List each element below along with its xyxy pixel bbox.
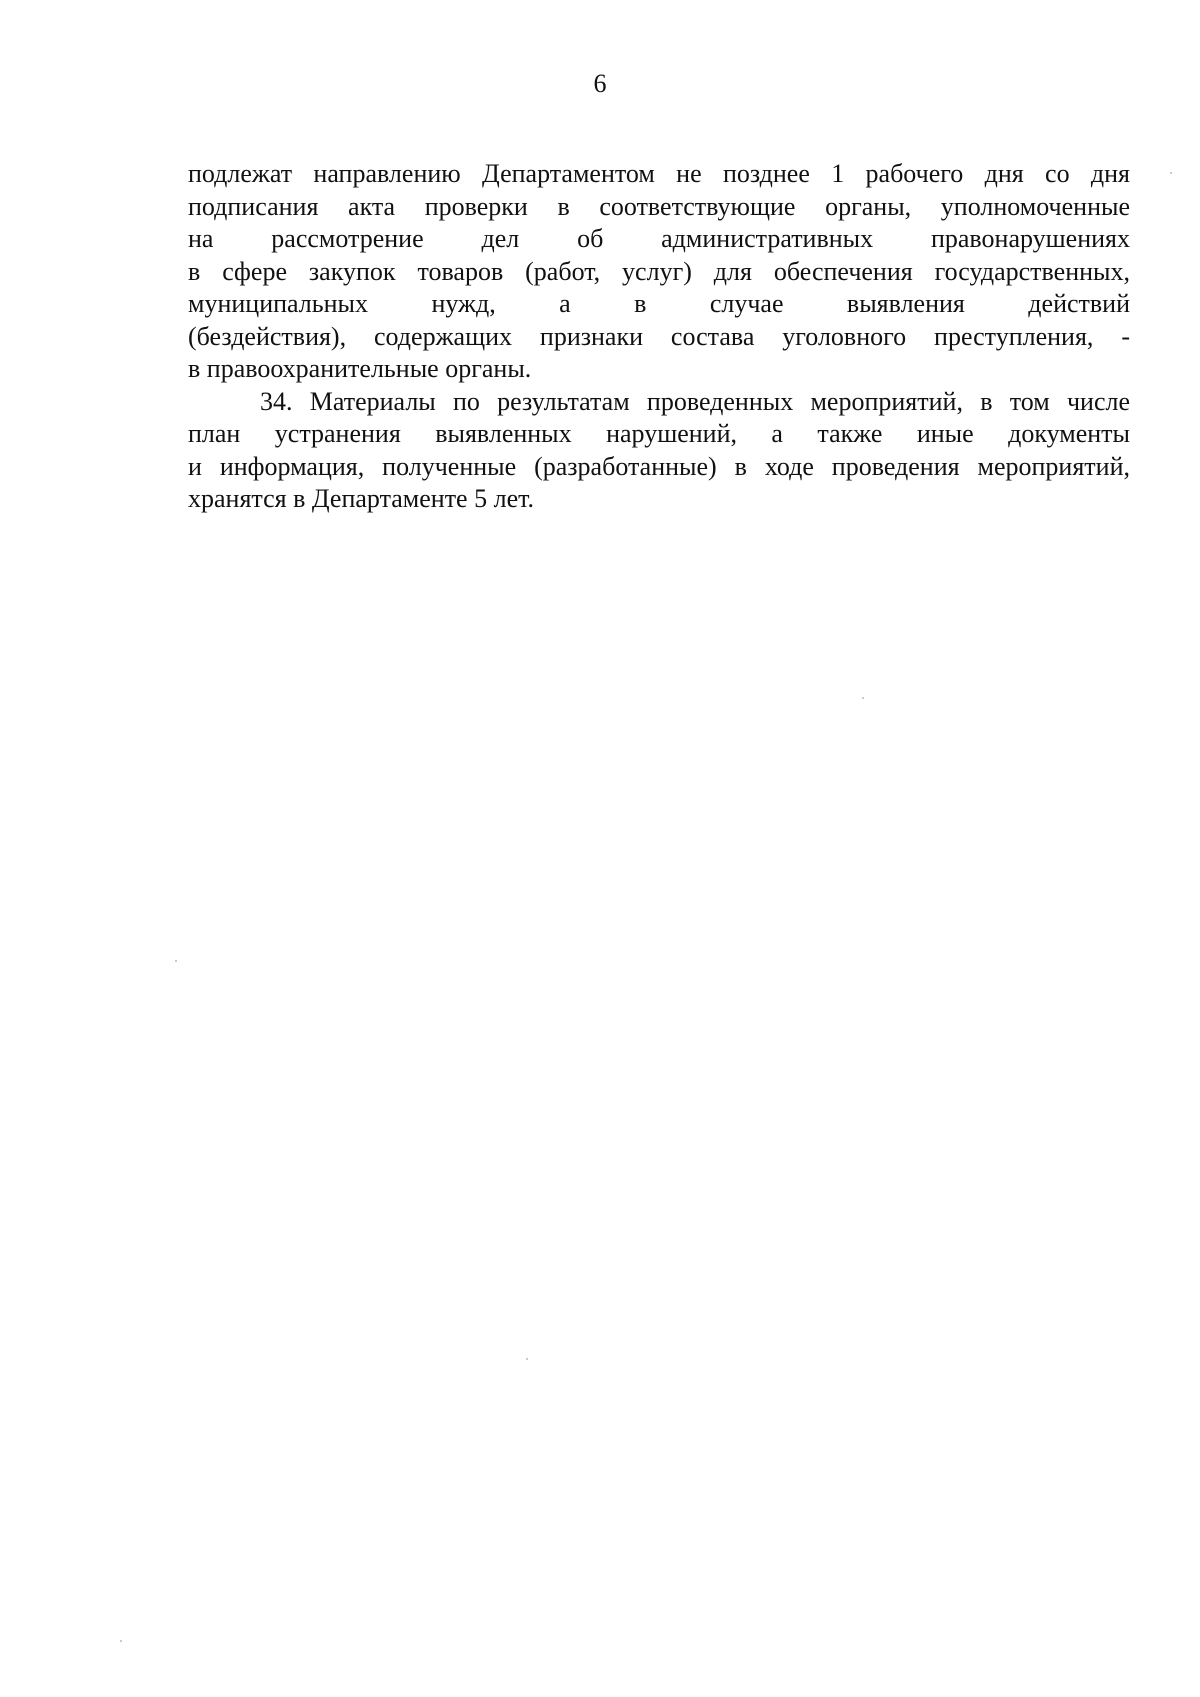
text-line: 34. Материалы по результатам проведенных мероприятий, в том числе bbox=[260, 386, 1130, 416]
scan-speck bbox=[862, 697, 864, 699]
text-line: хранятся в Департаменте 5 лет. bbox=[188, 484, 535, 513]
text-line: муниципальных нужд, а в случае выявления действий bbox=[188, 289, 1130, 318]
text-line: на рассмотрение дел об административных правонарушениях bbox=[188, 224, 1130, 253]
scan-speck bbox=[1170, 172, 1172, 174]
text-line: в правоохранительные органы. bbox=[188, 354, 532, 383]
text-line: подлежат направлению Департаментом не позднее 1 рабочего дня со дня bbox=[188, 159, 1130, 188]
text-line: план устранения выявленных нарушений, а также иные документы bbox=[188, 419, 1130, 448]
paragraph-34 bbox=[188, 386, 1130, 516]
document-body bbox=[188, 158, 1130, 516]
text-line: подписания акта проверки в соответствующие органы, уполномоченные bbox=[188, 191, 1130, 221]
text-line: (бездействия), содержащих признаки состава уголовного преступления, - bbox=[188, 321, 1130, 351]
scan-speck bbox=[526, 1358, 528, 1360]
page-number: 6 bbox=[593, 69, 607, 98]
text-line: и информация, полученные (разработанные) в ходе проведения мероприятий, bbox=[188, 451, 1130, 481]
paragraph-continuation bbox=[188, 158, 1130, 386]
text-line: в сфере закупок товаров (работ, услуг) для обеспечения государственных, bbox=[188, 256, 1130, 286]
scan-speck bbox=[120, 1640, 122, 1642]
scan-speck bbox=[175, 960, 177, 962]
